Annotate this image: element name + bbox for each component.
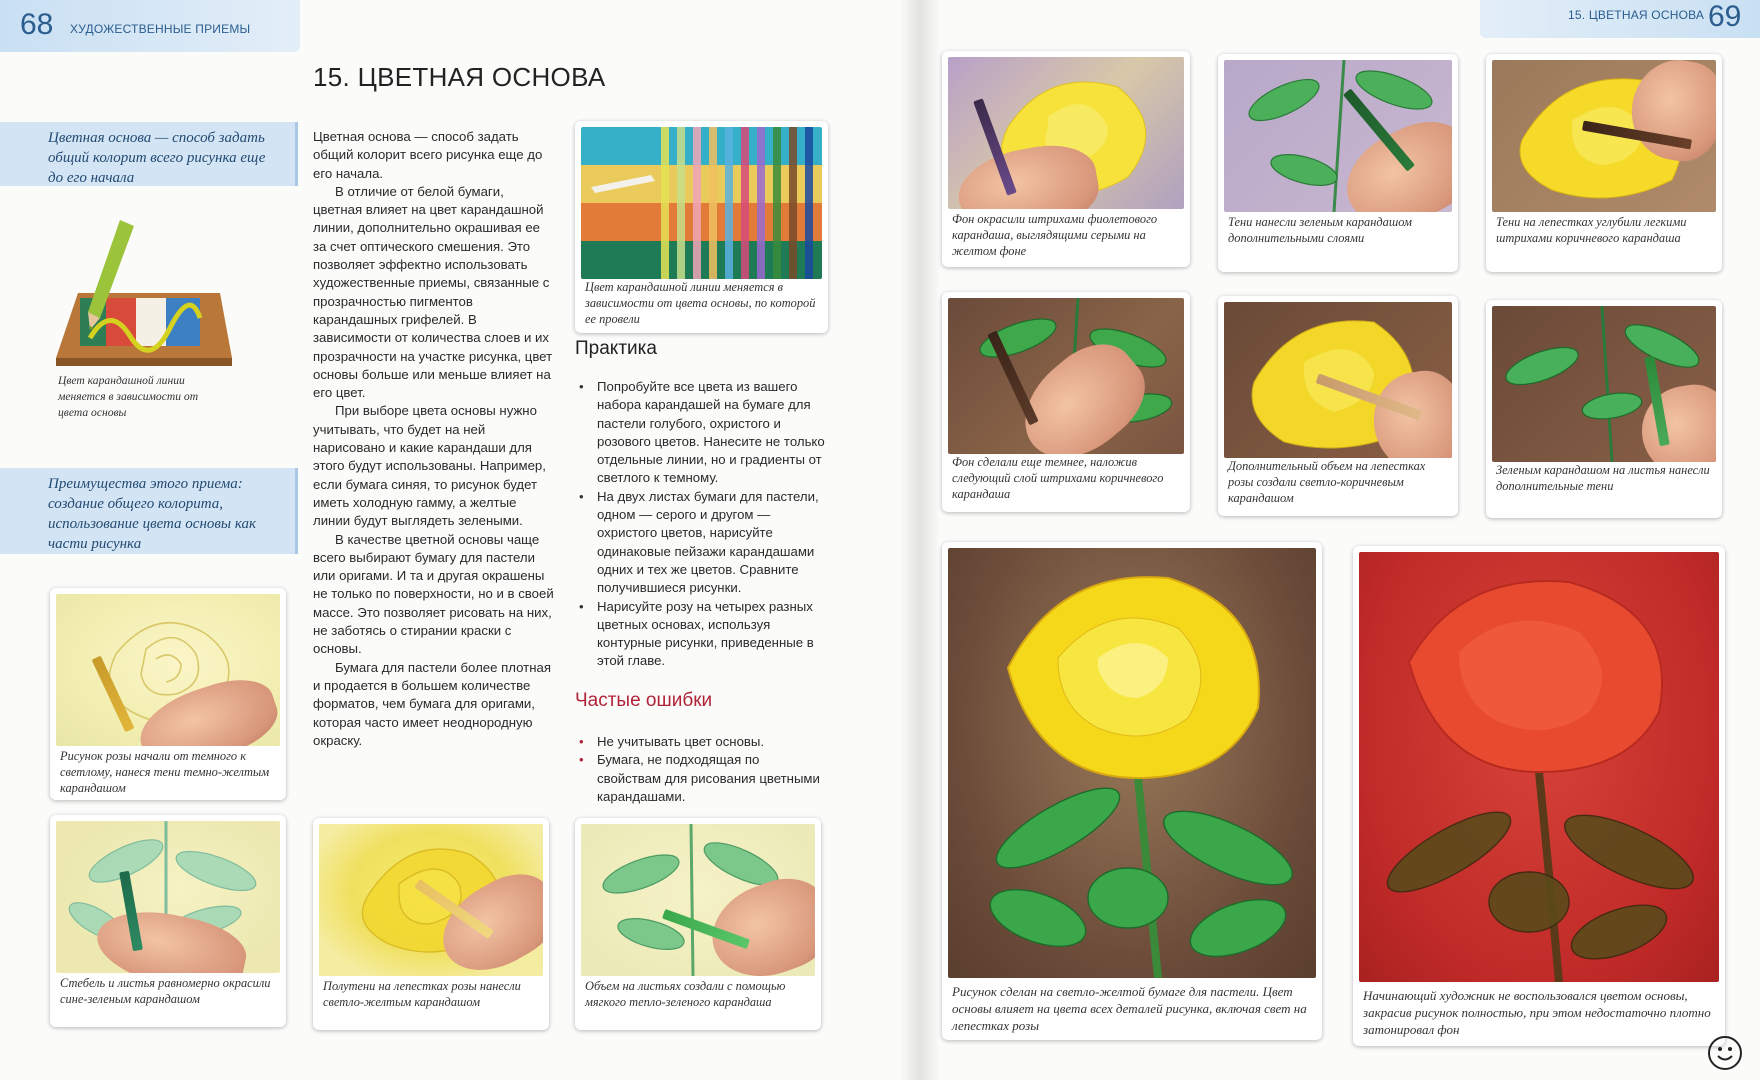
color-stripes-image [581, 127, 822, 279]
step-card-6 [1218, 54, 1458, 272]
red-rose-drawing-icon [1359, 552, 1719, 982]
left-page-number: 68 [20, 8, 54, 41]
mistake-item: • Бумага, не подходящая по свойствам для рисования цветными карандашами. [575, 751, 827, 806]
caption-step-8: Фон сделали еще темнее, наложив следующий слой штрихами коричневого карандаша [952, 455, 1164, 501]
yellow-rose-drawing-icon [948, 548, 1316, 978]
final-red-rose-image [1359, 552, 1719, 982]
step-card-1 [50, 588, 286, 800]
mistakes-heading: Частые ошибки [575, 690, 713, 711]
yellow-rose-image [319, 824, 543, 976]
pencil-strokes-icon [581, 127, 822, 279]
leaves-dark-bg-image [948, 298, 1184, 454]
rose-dark-bg-image [1224, 302, 1452, 458]
final-card-yellow-rose [942, 542, 1322, 1040]
caption-final-yellow: Рисунок сделан на светло-желтой бумаге для пастели. Цвет основы влияет на цвета всех деталей рисунка, включая свет на лепестках розы [952, 984, 1307, 1033]
figure-card-stripes [575, 121, 828, 333]
caption-step-1: Рисунок розы начали от темного к светлому, нанеся тени темно-желтым карандашом [60, 749, 270, 795]
body-paragraph: При выборе цвета основы нужно учитывать, что будет на ней нарисовано и какие карандаши для этого будут использованы. Например, если бумага синяя, то рисунок будет иметь холодную гамму, а желтые линии будут выглядеть зелеными. [313, 403, 546, 529]
body-paragraph: В отличие от белой бумаги, цветная влияет на цвет карандашной линии, дополнительно окрашивая ее за счет оптического смешения. Это позволяет эффектно использовать художественные приемы, связанные с прозрачностью пигментов карандашных грифелей. В зависимости от количества слоев и их прозрачности на участке рисунка, цвет основы больше или меньше влияет на его цвет. [313, 183, 553, 401]
colored-base-illustration [50, 218, 240, 368]
practice-list [575, 378, 827, 671]
leaves-dark-bg-image [1492, 306, 1716, 462]
step-card-10 [1486, 300, 1722, 518]
mistake-item: • Не учитывать цвет основы. [575, 733, 827, 751]
mistakes-list [575, 733, 827, 806]
green-leaves-image [581, 824, 815, 976]
practice-item: • На двух листах бумаги для пастели, одном — серого и другом — охристого цветов, нарисуйте одинаковые пейзажи карандашами одних и тех же цветов. Сравните получившиеся рисунки. [575, 488, 827, 598]
step-card-4 [575, 818, 821, 1030]
caption-step-9: Дополнительный объем на лепестках розы создали светло-коричневым карандашом [1228, 459, 1426, 505]
caption-board-illustration: Цвет карандашной линии меняется в зависимости от цвета основы [58, 374, 199, 419]
right-running-head: 15. ЦВЕТНАЯ ОСНОВА [1568, 8, 1705, 22]
green-stem-image [56, 821, 280, 973]
final-yellow-rose-image [948, 548, 1316, 978]
step-card-3 [313, 818, 549, 1030]
practice-item: • Нарисуйте розу на четырех разных цветных основах, используя контурные рисунки, приведенные в этой главе. [575, 598, 827, 671]
body-text-column [313, 128, 556, 750]
smiley-icon [1708, 1036, 1742, 1070]
book-gutter [900, 0, 940, 1080]
caption-step-5: Фон окрасили штрихами фиолетового карандаша, выглядящими серыми на желтом фоне [952, 212, 1158, 258]
rose-outline-image [56, 594, 280, 746]
caption-step-10: Зеленым карандашом на листья нанесли дополнительные тени [1496, 463, 1710, 493]
step-card-5 [942, 51, 1190, 267]
caption-step-7: Тени на лепестках углубили легкими штрихами коричневого карандаша [1496, 215, 1687, 245]
practice-heading: Практика [575, 338, 657, 359]
caption-step-3: Полутени на лепестках розы нанесли светло-желтым карандашом [323, 979, 521, 1009]
caption-step-2: Стебель и листья равномерно окрасили сине-зеленым карандашом [60, 976, 271, 1006]
final-card-red-rose [1353, 546, 1725, 1046]
caption-step-6: Тени нанесли зеленым карандашом дополнительными слоями [1228, 215, 1412, 245]
leaves-violet-bg-image [1224, 60, 1452, 212]
caption-final-red: Начинающий художник не воспользовался цветом основы, закрасив рисунок полностью, при этом недостаточно плотно затонировал фон [1363, 988, 1711, 1037]
rose-brown-bg-image [1492, 60, 1716, 212]
practice-item: • Попробуйте все цвета из вашего набора карандашей на бумаге для пастели голубого, охристого и розового цветов. Нанесите не только отдельные линии, но и градиенты от светлого к темному. [575, 378, 827, 488]
rose-violet-bg-image [948, 57, 1184, 209]
left-running-head: ХУДОЖЕСТВЕННЫЕ ПРИЕМЫ [70, 22, 251, 36]
board-pencil-icon [50, 218, 240, 368]
caption-stripes: Цвет карандашной линии меняется в зависимости от цвета основы, по которой ее провели [585, 280, 816, 326]
step-card-7 [1486, 54, 1722, 272]
side-note-definition: Цветная основа — способ задать общий колорит всего рисунка еще до его начала [0, 122, 298, 186]
chapter-title: 15. ЦВЕТНАЯ ОСНОВА [313, 62, 606, 92]
caption-step-4: Объем на листьях создали с помощью мягкого тепло-зеленого карандаша [585, 979, 786, 1009]
body-paragraph: Бумага для пастели более плотная и продается в большем количестве форматов, чем бумага для оригами, которая часто имеет неоднородную окраску. [313, 659, 551, 748]
step-card-9 [1218, 296, 1458, 516]
body-paragraph: В качестве цветной основы чаще всего выбирают бумагу для пастели или оригами. И та и другая окрашены не только по поверхности, но и в своей массе. Это позволяет рисовать на них, не заботясь о стирании краски с основы. [313, 531, 554, 657]
body-paragraph: Цветная основа — способ задать общий колорит всего рисунка еще до его начала. [313, 129, 543, 181]
right-page-number: 69 [1708, 0, 1742, 33]
step-card-8 [942, 292, 1190, 512]
side-note-advantages: Преимущества этого приема: создание общего колорита, использование цвета основы как части рисунка [0, 468, 298, 554]
step-card-2 [50, 815, 286, 1027]
